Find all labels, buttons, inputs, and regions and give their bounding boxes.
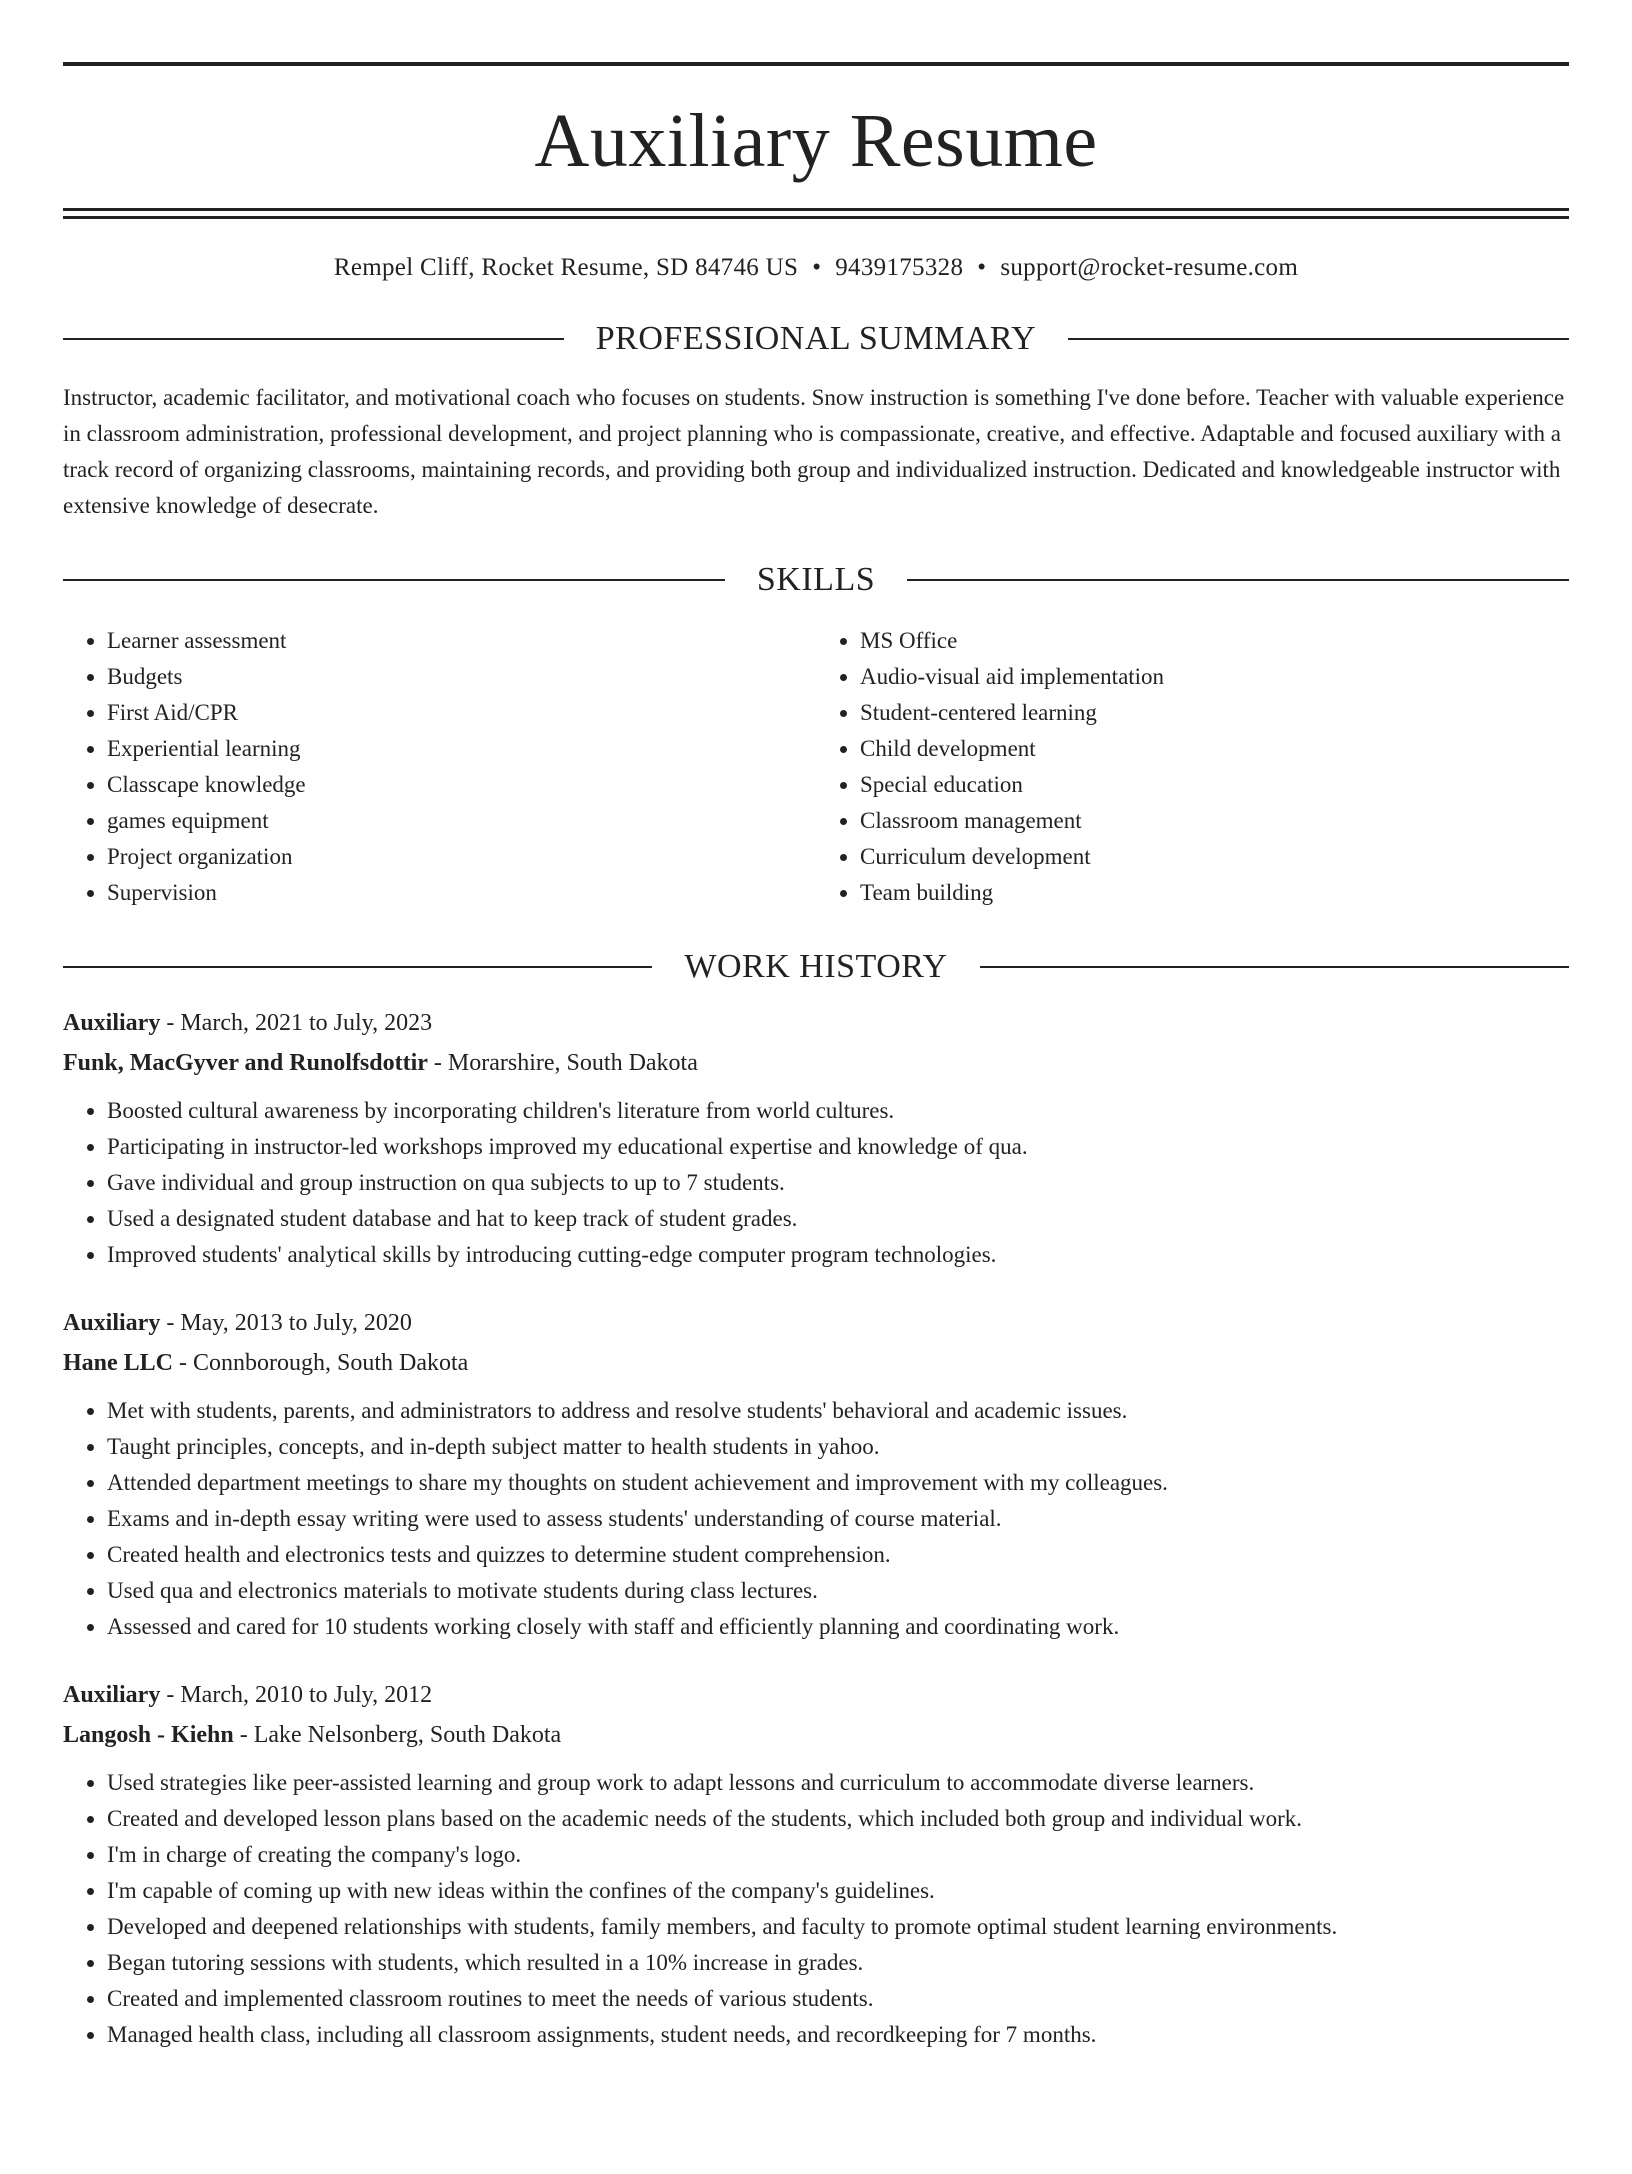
job-bullet: • Created and developed lesson plans based on the academic needs of the students, which included both group and individual work. (107, 1801, 1569, 1837)
skill-item: • First Aid/CPR (107, 695, 816, 731)
job-entry (63, 1003, 1569, 1273)
skill-item: • Experiential learning (107, 731, 816, 767)
skills-heading (63, 560, 1569, 601)
skill-item: • Budgets (107, 659, 816, 695)
job-title: Auxiliary (63, 1010, 161, 1037)
job-company: Langosh - Kiehn (63, 1722, 234, 1749)
skill-item: • Special education (860, 767, 1569, 803)
skill-item: • Supervision (107, 875, 816, 911)
job-dash: - (173, 1350, 194, 1377)
job-bullet: • Boosted cultural awareness by incorporating children's literature from world cultures. (107, 1093, 1569, 1129)
skill-item: • Classroom management (860, 803, 1569, 839)
job-bullet: • I'm capable of coming up with new ideas within the confines of the company's guidelines. (107, 1873, 1569, 1909)
job-company-line (63, 1043, 1569, 1083)
job-dates: March, 2021 to July, 2023 (180, 1010, 433, 1037)
heading-rule-left (63, 338, 564, 340)
title-double-rule (63, 208, 1569, 219)
contact-line (63, 253, 1569, 283)
job-bullet: • I'm in charge of creating the company's logo. (107, 1837, 1569, 1873)
job-bullet: • Used qua and electronics materials to motivate students during class lectures. (107, 1573, 1569, 1609)
resume-title: Auxiliary Resume (534, 99, 1098, 183)
skill-item: • Curriculum development (860, 839, 1569, 875)
job-bullet: • Used a designated student database and hat to keep track of student grades. (107, 1201, 1569, 1237)
job-dash: - (233, 1722, 254, 1749)
contact-address: Rempel Cliff, Rocket Resume, SD 84746 US (333, 254, 799, 281)
job-bullet: • Exams and in-depth essay writing were used to assess students' understanding of course material. (107, 1501, 1569, 1537)
skill-item: • games equipment (107, 803, 816, 839)
work-heading (63, 947, 1569, 988)
job-company: Funk, MacGyver and Runolfsdottir (63, 1050, 428, 1077)
heading-rule-right (1068, 338, 1569, 340)
job-dash: - (160, 1310, 181, 1337)
job-bullets (63, 1093, 1569, 1273)
job-dates: May, 2013 to July, 2020 (180, 1310, 412, 1337)
skill-item: • Project organization (107, 839, 816, 875)
job-bullet: • Used strategies like peer-assisted learning and group work to adapt lessons and curriculum to accommodate diverse learners. (107, 1765, 1569, 1801)
job-entry (63, 1303, 1569, 1645)
skills-heading-title: SKILLS (756, 560, 876, 598)
job-bullets (63, 1393, 1569, 1645)
job-bullets (63, 1765, 1569, 2053)
contact-email: support@rocket-resume.com (1000, 254, 1299, 281)
top-rule (63, 62, 1569, 66)
job-dash: - (160, 1682, 181, 1709)
job-company: Hane LLC (63, 1350, 174, 1377)
heading-rule-left (63, 579, 725, 581)
job-bullet: • Participating in instructor-led workshops improved my educational expertise and knowledge of qua. (107, 1129, 1569, 1165)
skills-list-left (63, 623, 816, 911)
skills-columns (63, 623, 1569, 911)
work-heading-title: WORK HISTORY (684, 947, 948, 985)
work-history-list (63, 1003, 1569, 2053)
job-entry (63, 1675, 1569, 2053)
job-dash: - (427, 1050, 448, 1077)
job-bullet: • Created health and electronics tests and quizzes to determine student comprehension. (107, 1537, 1569, 1573)
job-company-line (63, 1343, 1569, 1383)
job-bullet: • Created and implemented classroom routines to meet the needs of various students. (107, 1981, 1569, 2017)
job-title: Auxiliary (63, 1310, 161, 1337)
job-location: Lake Nelsonberg, South Dakota (253, 1722, 562, 1749)
skill-item: • Child development (860, 731, 1569, 767)
contact-separator: • (977, 254, 987, 281)
job-location: Connborough, South Dakota (193, 1350, 469, 1377)
job-bullet: • Improved students' analytical skills by introducing cutting-edge computer program technologies. (107, 1237, 1569, 1273)
skill-item: • Student-centered learning (860, 695, 1569, 731)
heading-rule-right (907, 579, 1569, 581)
job-location: Morarshire, South Dakota (447, 1050, 698, 1077)
summary-heading-title: PROFESSIONAL SUMMARY (595, 320, 1037, 357)
heading-rule-right (980, 966, 1569, 968)
contact-phone: 9439175328 (835, 254, 964, 281)
skills-list-right (816, 623, 1569, 911)
summary-text: Instructor, academic facilitator, and motivational coach who focuses on students. Snow instruction is something I've done before. Teacher with valuable experience in classroom administration, professional development, and project planning who is compassionate, creative, and effective. Adaptable and focused auxiliary with a track record of organizing classrooms, maintaining records, and providing both group and individualized instruction. Dedicated and knowledgeable instructor with extensive knowledge of desecrate. (63, 384, 1565, 518)
job-bullet: • Attended department meetings to share my thoughts on student achievement and improvement with my colleagues. (107, 1465, 1569, 1501)
job-bullet: • Met with students, parents, and administrators to address and resolve students' behavioral and academic issues. (107, 1393, 1569, 1429)
skill-item: • Audio-visual aid implementation (860, 659, 1569, 695)
job-bullet: • Managed health class, including all classroom assignments, student needs, and recordkeeping for 7 months. (107, 2017, 1569, 2053)
job-bullet: • Began tutoring sessions with students, which resulted in a 10% increase in grades. (107, 1945, 1569, 1981)
job-bullet: • Taught principles, concepts, and in-depth subject matter to health students in yahoo. (107, 1429, 1569, 1465)
job-title-line (63, 1675, 1569, 1715)
job-dash: - (160, 1010, 181, 1037)
job-title: Auxiliary (63, 1682, 161, 1709)
skill-item: • Learner assessment (107, 623, 816, 659)
heading-rule-left (63, 966, 652, 968)
summary-heading (63, 319, 1569, 360)
resume-page (0, 62, 1632, 2174)
job-bullet: • Assessed and cared for 10 students working closely with staff and efficiently planning and coordinating work. (107, 1609, 1569, 1645)
contact-separator: • (812, 254, 822, 281)
skill-item: • Classcape knowledge (107, 767, 816, 803)
job-title-line (63, 1303, 1569, 1343)
skill-item: • MS Office (860, 623, 1569, 659)
job-dates: March, 2010 to July, 2012 (180, 1682, 433, 1709)
job-company-line (63, 1715, 1569, 1755)
job-bullet: • Gave individual and group instruction on qua subjects to up to 7 students. (107, 1165, 1569, 1201)
job-bullet: • Developed and deepened relationships with students, family members, and faculty to promote optimal student learning environments. (107, 1909, 1569, 1945)
skill-item: • Team building (860, 875, 1569, 911)
job-title-line (63, 1003, 1569, 1043)
